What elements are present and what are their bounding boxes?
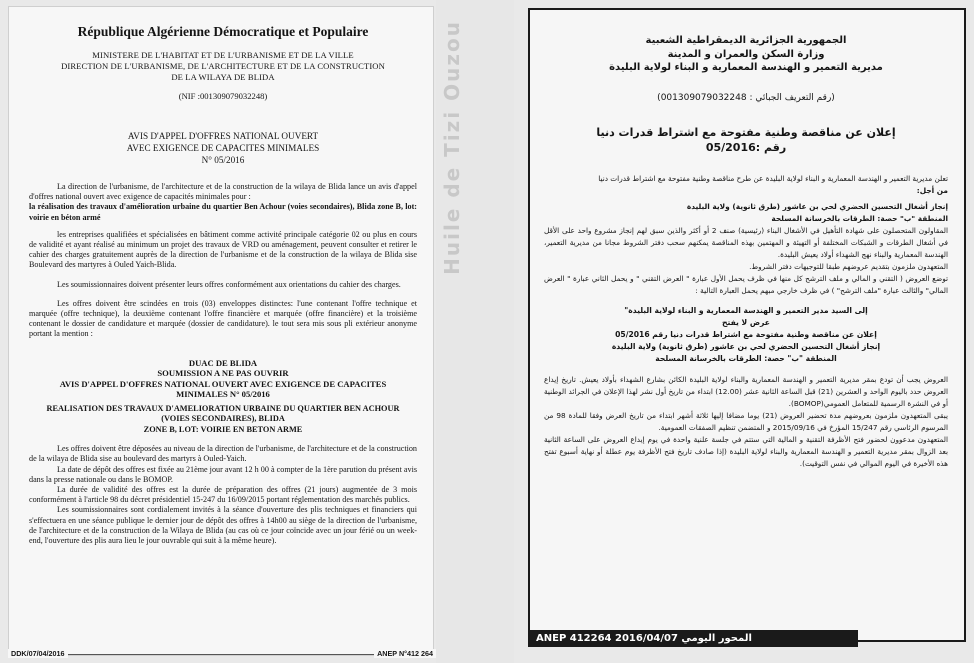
mention-line: MINIMALES N° 05/2016: [176, 389, 270, 400]
mention-line: AVIS D'APPEL D'OFFRES NATIONAL OUVERT AVEC EXIGENCE DE CAPACITES: [59, 378, 387, 389]
arabic-tender-notice: [528, 8, 966, 642]
mention-line: إعلان عن مناقصة وطنية مفتوحة مع اشتراط قدرات دنيا رقم 05/2016: [615, 329, 877, 339]
deposit-paragraph: Les offres doivent être déposées au niveau de la direction de l'urbanisme, de l'architecture et de la construction de la wilaya de Blida sise au boulevard des martyrs à Ouled-Yaich.: [29, 444, 417, 464]
avis-title: [29, 130, 417, 166]
avis-line: N° 05/2016: [201, 155, 245, 165]
arabic-zone: المنطقة "ب" حصة: الطرقات بالخرسانة المسلحة: [771, 213, 948, 223]
heading-line: DE LA WILAYA DE BLIDA: [171, 72, 275, 82]
opening-paragraph: Les soumissionnaires sont cordialement invités à la séance d'ouverture des plis techniques et financiers qui s'effectuera en une séance publique le dernier jour de dépôt des offres à 14h00 au siège de la direction de l'urbanisme, de l'architecture et de la construction de la Wilaya de Blida (au cas où ce jour coïncide avec un jour férié ou un week-end, l'ouverture des plis aura lieu le jour ouvrable qui suit à la même heure).: [29, 505, 417, 546]
arabic-eligibility: المقاولون المتحصلون على شهادة التأهيل في الأشغال البناء (رئيسية) صنف 2 أو أكثر والذين سبق لهم إنجاز مشروع واحد على الأقل في أشغال الطرقات و الشبكات المختلفة أو التهيئة و المهتمين بهذه المناقصة يمكنهم سحب دفتر الشروط مجانا من مديرية التعمير، الهندسة المعمارية والبناء نهج الشهداء أولاد يعيش البليدة.: [544, 225, 948, 259]
validity-paragraph: La durée de validité des offres est la durée de préparation des offres (21 jours) augmentée de 3 mois conformément à l'article 98 du décret présidentiel 15-247 du 16/09/2015 portant réglementation des marchés publics.: [29, 485, 417, 505]
mention-line: DUAC DE BLIDA: [188, 357, 258, 368]
arabic-for-label: من أجل:: [916, 185, 948, 195]
mention-line: إنجاز أشغال التحسين الحضري لحي بن عاشور (طرق ثانوية) ولاية البليدة: [611, 342, 881, 352]
envelope-mention: [29, 358, 417, 436]
avis-line: رقم :05/2016: [705, 140, 787, 154]
heading-line: وزارة السكن والعمران و المدينة: [667, 48, 825, 60]
mention-line: REALISATION DES TRAVAUX D'AMELIORATION URBAINE DU QUARTIER BEN ACHOUR: [46, 404, 400, 414]
eligibility-paragraph: les entreprises qualifiées et spécialisées en bâtiment comme activité principale catégorie 02 ou plus en cours de validité et ayant réalisé au minimum un projet des travaux de VRD ou aménagement, peuvent consulter et retirer le cahier des charges gratuitement auprès de la direction de l'urbanisme et de la construction de la wilaya de Blida sise Boulevard des martyres à Ouled Yaich-Blida.: [29, 229, 417, 270]
arabic-intro: تعلن مديرية التعمير و الهندسة المعمارية و البناء لولاية البليدة عن طرح مناقصة وطنية مفتوحة مع اشتراط قدرات دنيا: [598, 173, 948, 183]
publication-date: DDK/07/04/2016: [8, 649, 68, 658]
arabic-notice-footer: ANEP 412264 المحور اليومي 2016/04/07: [528, 630, 858, 647]
arabic-nif: (رقم التعريف الجبائي : 001309079032248): [657, 92, 835, 103]
mention-line: (VOIES SECONDAIRES), BLIDA: [161, 414, 285, 424]
project-description: la réalisation des travaux d'amélioration urbaine du quartier Ben Achour (voies secondaires), Blida zone B, lot: voirie en béton armé: [29, 202, 417, 222]
avis-line: إعلان عن مناقصة وطنية مفتوحة مع اشتراط قدرات دنيا: [596, 125, 896, 139]
arabic-avis-title: [544, 125, 948, 155]
envelopes-paragraph: Les offres doivent être scindées en trois (03) enveloppes distinctes: l'une contenant l'offre technique et marquée (offre technique), la deuxième contenant l'offre financière et marquée (offre financière) et la troisième contenant le dossier de candidature et marquée (dossier de candidature). le tout sera mis sous pli extérieur anonyme portant la mention :: [29, 298, 417, 339]
ministry-heading: [29, 50, 417, 83]
submission-paragraph: Les soumissionnaires doivent présenter leurs offres conformément aux orientations du cahier des charges.: [57, 279, 401, 289]
arabic-project: إنجاز أشغال التحسين الحضري لحي بن عاشور (طرق ثانوية) ولاية البليدة: [686, 201, 948, 211]
arabic-envelope-mention: [544, 305, 948, 366]
arabic-heading: [544, 34, 948, 75]
french-tender-notice: [8, 6, 434, 656]
arabic-opening: المتعهدون مدعوون لحضور فتح الأظرفة التقنية و المالية التي ستتم في جلسة علنية واحدة في يوم إيداع العروض على الساعة الثانية بعد الزوال بمقر مديرية التعمير و الهندسة المعمارية والبناء لولاية البليدة (إذا صادف تاريخ فتح الأظرفة يوم عطلة أو نهاية أسبوع تفتح هذه الأخيرة في اليوم الموالي في نفس التوقيت).: [544, 434, 948, 468]
arabic-validity: يبقى المتعهدون ملزمون بعروضهم مدة تحضير العروض (21) يوما مضافا إليها ثلاثة أشهر ابتداء من تاريخ العرض وفقا للمادة 98 من المرسوم الرئاسي رقم 15/247 المؤرخ في 2015/09/16 و المتضمن تنظيم الصفقات العمومية.: [544, 410, 948, 432]
mention-line: ZONE B, LOT: VOIRIE EN BETON ARME: [143, 424, 303, 434]
bleed-through-text: Huile de Tizi Ouzou: [440, 20, 464, 275]
republic-title: République Algérienne Démocratique et Populaire: [77, 24, 369, 39]
anep-number: ANEP N°412 264: [374, 649, 436, 658]
nif-number: (NIF :001309079032248): [178, 91, 268, 101]
intro-paragraph: La direction de l'urbanisme, de l'architecture et de la construction de la wilaya de Blida lance un avis d'appel d'offres national ouvert avec exigence de capacités minimales pour :: [29, 182, 417, 202]
heading-line: MINISTERE DE L'HABITAT ET DE L'URBANISME ET DE LA VILLE: [92, 50, 354, 60]
heading-line: مديرية التعمير و الهندسة المعمارية و البناء لولاية البليدة: [609, 62, 883, 73]
arabic-submission: المتعهدون ملزمون بتقديم عروضهم طبقا للتوجيهات دفتر الشروط.: [749, 261, 948, 271]
mention-line: إلى السيد مدير التعمير و الهندسة المعمارية و البناء لولاية البليدة": [624, 305, 868, 315]
mention-line: عرض لا يفتح: [722, 317, 770, 327]
heading-line: DIRECTION DE L'URBANISME, DE L'ARCHITECTURE ET DE LA CONSTRUCTION: [61, 61, 385, 71]
mention-line: SOUMISSION A NE PAS OUVRIR: [157, 368, 289, 379]
avis-line: AVEC EXIGENCE DE CAPACITES MINIMALES: [126, 143, 320, 153]
arabic-deposit: العروض يجب أن تودع بمقر مديرية التعمير و الهندسة المعمارية والبناء لولاية البليدة الكائن بشارع الشهداء بأولاد يعيش. تاريخ إيداع العروض حدد باليوم الواحد و العشرين (21) قبل الساعة الثانية عشر (12.00) ابتداء من تاريخ أول نشر لهذا الإعلان في الجرائد الوطنية أو في النشرة الرسمية للمتعامل العمومي(BOMOP).: [544, 374, 948, 408]
mention-line: المنطقة "ب" حصة: الطرقات بالخرسانة المسلحة: [655, 354, 837, 364]
heading-line: الجمهورية الجزائرية الديمقراطية الشعبية: [645, 35, 847, 46]
footer-rule: [8, 654, 436, 655]
french-notice-footer: [8, 649, 436, 659]
avis-line: AVIS D'APPEL D'OFFRES NATIONAL OUVERT: [127, 131, 319, 141]
deadline-paragraph: La date de dépôt des offres est fixée au 21ème jour avant 12 h 00 à compter de la 1ère parution du présent avis dans la presse nationale ou dans le BOMOP.: [29, 464, 417, 484]
arabic-envelopes: توضع العروض ( التقني و المالي و ملف الترشح كل منها في ظرف يحمل الأول عبارة " العرض التقني " و يحمل الثاني عبارة " العرض المالي" والثالث عبارة "ملف الترشح" ) في ظرف خارجي مبهم يحمل العبارة التالية :: [544, 273, 948, 295]
